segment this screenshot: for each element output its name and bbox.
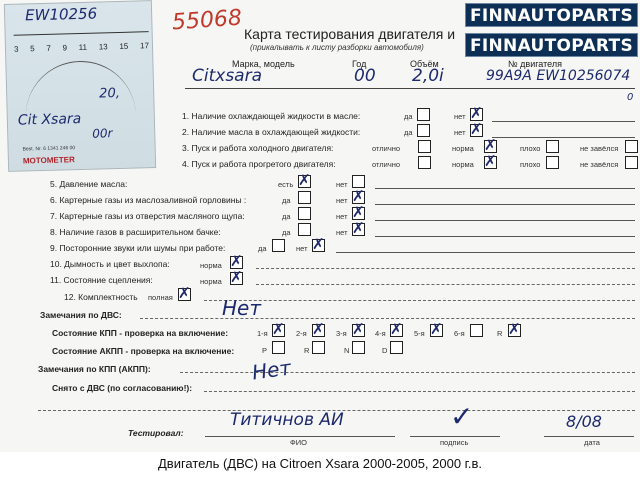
sticker-tick: 13 [98,42,108,52]
q1-opt-yes: да [404,112,413,121]
mode-r-label: R [304,346,310,355]
q4-normal-checkbox[interactable] [484,152,497,170]
gear-4-label: 4-я [375,329,386,338]
sticker-engine-code: EW10256 [24,4,98,25]
sticker-tick: 3 [13,44,19,54]
check-mark-icon: ✗ [178,284,191,302]
question-11-label: 11. Состояние сцепления: [50,275,153,285]
sticker-tick: 11 [78,42,88,53]
check-mark-icon: ✗ [230,268,243,286]
q9-no-checkbox[interactable] [312,235,325,253]
q10-opt-normal: норма [200,261,222,270]
form-subtitle: (прикалывать к листу разборки автомобиля) [250,43,424,52]
q3-opt-not-started: не завёлся [580,144,619,153]
mode-d-label: D [382,346,388,355]
mode-n-checkbox[interactable] [352,341,365,354]
header-engine-number: № двигателя [508,59,562,69]
q11-line [256,284,635,285]
header-make-model: Марка, модель [232,59,295,69]
q9-opt-yes: да [258,244,267,253]
q12-opt-full: полная [148,293,173,302]
tester-signature-mark: ✓ [450,400,474,433]
q4-opt-bad: плохо [520,160,541,169]
engine-remarks-line [140,318,635,319]
akpp-check-label: Состояние АКПП - проверка на включение: [52,346,235,356]
check-mark-icon: ✗ [312,235,325,253]
gear-5-label: 5-я [414,329,425,338]
q11-normal-checkbox[interactable] [230,268,243,286]
q9-opt-no: нет [296,244,308,253]
q3-excellent-checkbox[interactable] [418,140,431,153]
mode-d-checkbox[interactable] [390,341,403,354]
gear-1-checkbox[interactable] [272,320,285,338]
form-title: Карта тестирования двигателя и [244,26,456,42]
check-mark-icon: ✗ [352,219,365,237]
question-9-label: 9. Посторонние звуки или шумы при работе: [50,243,226,253]
kpp-check-label: Состояние КПП - проверка на включение: [52,328,229,338]
q10-line [256,268,635,269]
check-mark-icon: ✗ [508,320,521,338]
fio-line [205,436,395,437]
sticker-tick: 17 [139,41,150,51]
header-volume: Объём [410,59,439,69]
sticker-note-3: 00r [92,126,113,141]
question-12-label: 12. Комплектность [64,292,138,302]
q5-line [375,188,635,189]
q4-not-started-checkbox[interactable] [625,156,638,169]
q4-opt-excellent: отлично [372,160,401,169]
test-date: 8/08 [566,412,602,431]
engine-remarks-label: Замечания по ДВС: [40,310,122,320]
gear-6-checkbox[interactable] [470,324,483,337]
stamp-number: 55068 [171,5,243,36]
check-mark-icon: ✗ [470,104,483,122]
q6-opt-yes: да [282,196,291,205]
q4-opt-normal: норма [452,160,474,169]
engine-remarks-value: Нет [222,296,261,320]
q6-yes-checkbox[interactable] [298,191,311,204]
mode-p-label: P [262,346,268,355]
question-7-label: 7. Картерные газы из отверстия масляного щупа: [50,211,245,221]
kpp-remarks-label: Замечания по КПП (АКПП): [38,364,151,374]
sticker-order-number: Best. Nr. 6 1341 246 00 [22,145,76,153]
check-mark-icon: ✗ [352,187,365,205]
fio-caption: ФИО [290,438,307,447]
check-mark-icon: ✗ [484,152,497,170]
watermark-banner-top: FINNAUTOPARTS [465,3,638,27]
check-mark-icon: ✗ [470,120,483,138]
q3-bad-checkbox[interactable] [546,140,559,153]
q7-opt-yes: да [282,212,291,221]
value-volume: 2,0i [412,66,444,86]
value-year: 00 [354,66,376,86]
check-mark-icon: ✗ [298,171,311,189]
tested-label: Тестировал: [128,428,184,438]
q11-opt-normal: норма [200,277,222,286]
signature-line [410,436,500,437]
motometer-logo: MOTOMETER [22,155,75,166]
header-year: Год [352,59,367,69]
question-2-label: 2. Наличие масла в охлаждающей жидкости: [182,127,361,137]
signature-caption: подпись [440,438,469,447]
q5-opt-no: нет [336,180,348,189]
q3-opt-normal: норма [452,144,474,153]
q9-yes-checkbox[interactable] [272,239,285,252]
check-mark-icon: ✗ [430,320,443,338]
q5-yes-checkbox[interactable] [298,171,311,189]
question-8-label: 8. Наличие газов в расширительном бачке: [50,227,221,237]
sticker-tick: 7 [46,43,51,53]
mode-n-label: N [344,346,350,355]
check-mark-icon: ✗ [230,252,243,270]
check-mark-icon: ✗ [352,203,365,221]
sticker-tick: 9 [62,43,68,53]
q2-line [492,137,635,138]
q7-yes-checkbox[interactable] [298,207,311,220]
watermark-banner-bottom: FINNAUTOPARTS [465,33,638,57]
gear-3-checkbox[interactable] [352,320,365,338]
q8-opt-no: нет [336,228,348,237]
question-1-label: 1. Наличие охлаждающей жидкости в масле: [182,111,361,121]
q5-opt-yes: есть [278,180,294,189]
q2-opt-yes: да [404,128,413,137]
q4-opt-not-started: не завёлся [580,160,619,169]
check-mark-icon: ✗ [390,320,403,338]
question-10-label: 10. Дымность и цвет выхлопа: [50,259,170,269]
sticker-tick: 15 [119,41,129,51]
mode-p-checkbox[interactable] [272,341,285,354]
q2-yes-checkbox[interactable] [417,124,430,137]
q8-no-checkbox[interactable] [352,219,365,237]
date-line [544,436,634,437]
value-extra-mark: 0 [627,92,634,103]
removed-line [204,391,635,392]
q1-line [492,121,635,122]
date-caption: дата [584,438,600,447]
tester-name: Титичнов АИ [230,410,344,430]
q3-opt-excellent: отлично [372,144,401,153]
gear-2-label: 2-я [296,329,307,338]
motometer-sticker [4,0,156,172]
q1-opt-no: нет [454,112,466,121]
gear-5-checkbox[interactable] [430,320,443,338]
removed-label: Снято с ДВС (по согласованию!): [52,383,193,393]
kpp-remarks-line [180,372,635,373]
gear-3-label: 3-я [336,329,347,338]
question-6-label: 6. Картерные газы из маслозаливной горловины : [50,195,247,205]
q7-opt-no: нет [336,212,348,221]
gear-1-label: 1-я [257,329,268,338]
mode-r-checkbox[interactable] [312,341,325,354]
q2-opt-no: нет [454,128,466,137]
question-4-label: 4. Пуск и работа прогретого двигателя: [182,159,336,169]
q7-line [375,220,635,221]
question-5-label: 5. Давление масла: [50,179,128,189]
q12-full-checkbox[interactable] [178,284,191,302]
gear-2-checkbox[interactable] [312,320,325,338]
q8-line [375,236,635,237]
gear-4-checkbox[interactable] [390,320,403,338]
sticker-tick: 5 [30,44,35,54]
value-make-model: Citxsara [192,66,263,86]
q9-line [336,252,635,253]
gear-6-label: 6-я [454,329,465,338]
q3-not-started-checkbox[interactable] [625,140,638,153]
kpp-remarks-value: Нет [250,355,293,385]
q1-yes-checkbox[interactable] [417,108,430,121]
check-mark-icon: ✗ [312,320,325,338]
sticker-note-2: Cit Xsara [17,110,82,129]
q8-opt-yes: да [282,228,291,237]
q12-line [204,300,635,301]
vehicle-row-underline [185,88,635,89]
check-mark-icon: ✗ [352,320,365,338]
q2-no-checkbox[interactable] [470,120,483,138]
q8-yes-checkbox[interactable] [298,223,311,236]
check-mark-icon: ✗ [484,136,497,154]
q6-line [375,204,635,205]
question-3-label: 3. Пуск и работа холодного двигателя: [182,143,334,153]
check-mark-icon: ✗ [272,320,285,338]
q3-opt-bad: плохо [520,144,541,153]
value-engine-number: 99A9A EW10256074 [486,68,631,84]
image-caption: Двигатель (ДВС) на Citroen Xsara 2000-2005, 2000 г.в. [0,453,640,480]
q4-bad-checkbox[interactable] [546,156,559,169]
sticker-note-1: 20, [99,85,121,102]
gear-r-checkbox[interactable] [508,320,521,338]
q6-opt-no: нет [336,196,348,205]
q4-excellent-checkbox[interactable] [418,156,431,169]
gear-r-label: R [497,329,503,338]
